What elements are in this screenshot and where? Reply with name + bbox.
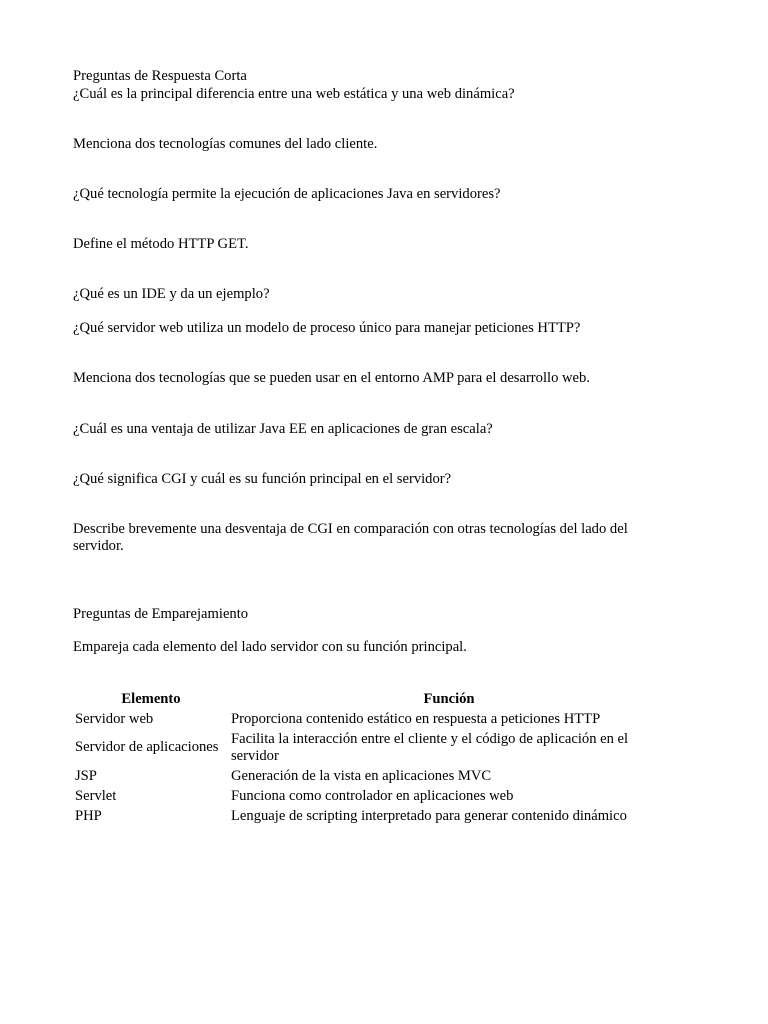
- question-9: ¿Qué significa CGI y cuál es su función principal en el servidor?: [73, 471, 452, 487]
- question-3: ¿Qué tecnología permite la ejecución de aplicaciones Java en servidores?: [73, 186, 501, 202]
- cell-elemento: JSP: [75, 767, 97, 784]
- cell-elemento: Servidor de aplicaciones: [75, 739, 219, 755]
- cell-funcion: Facilita la interacción entre el cliente y el código de aplicación en el servidor: [231, 730, 629, 764]
- question-1: ¿Cuál es la principal diferencia entre una web estática y una web dinámica?: [73, 86, 515, 102]
- cell-elemento: Servidor web: [75, 710, 154, 727]
- section-title-matching: Preguntas de Emparejamiento: [73, 606, 249, 622]
- section-title-short-answer: Preguntas de Respuesta Corta: [73, 68, 247, 84]
- question-6: ¿Qué servidor web utiliza un modelo de proceso único para manejar peticiones HTTP?: [73, 320, 581, 336]
- cell-funcion: Generación de la vista en aplicaciones MVC: [231, 767, 492, 784]
- table-row: [73, 709, 669, 729]
- column-header-elemento: Elemento: [121, 690, 181, 707]
- table-row: [73, 729, 669, 766]
- cell-elemento: PHP: [75, 807, 102, 824]
- question-7: Menciona dos tecnologías que se pueden usar en el entorno AMP para el desarrollo web.: [73, 370, 590, 386]
- table-header-row: [73, 689, 669, 709]
- table-row: [73, 786, 669, 806]
- table-row: [73, 766, 669, 786]
- question-10: Describe brevemente una desventaja de CGI en comparación con otras tecnologías del lado del servidor.: [73, 521, 628, 554]
- cell-elemento: Servlet: [75, 787, 117, 804]
- matching-table: [73, 689, 669, 826]
- question-5: ¿Qué es un IDE y da un ejemplo?: [73, 286, 270, 302]
- matching-instruction: Empareja cada elemento del lado servidor con su función principal.: [73, 639, 467, 655]
- cell-funcion: Funciona como controlador en aplicaciones web: [231, 787, 514, 804]
- question-8: ¿Cuál es una ventaja de utilizar Java EE en aplicaciones de gran escala?: [73, 421, 493, 437]
- question-2: Menciona dos tecnologías comunes del lado cliente.: [73, 136, 378, 152]
- question-4: Define el método HTTP GET.: [73, 236, 249, 252]
- cell-funcion: Lenguaje de scripting interpretado para generar contenido dinámico: [231, 807, 627, 824]
- table-row: [73, 806, 669, 826]
- column-header-funcion: Función: [423, 690, 475, 707]
- cell-funcion: Proporciona contenido estático en respuesta a peticiones HTTP: [231, 710, 601, 727]
